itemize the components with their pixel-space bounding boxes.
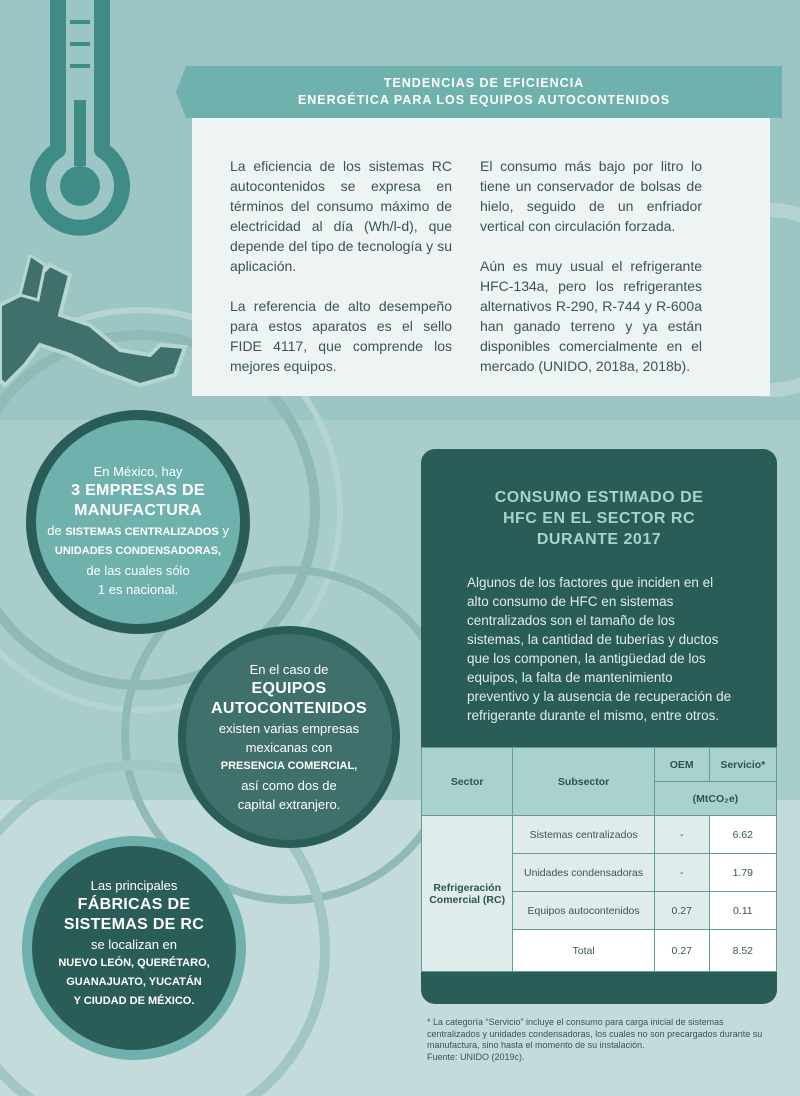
thermometer-icon: [20, 0, 140, 250]
table-cell: 0.11: [709, 892, 776, 930]
paragraph: Aún es muy usual el refrigerante HFC-134a, pero los refrigerantes alternativos R-290, R-744 y R-600a han ganado terreno y ya están disponibles comercialmente en el mercado (UNIDO, 2018a, 2018b).: [480, 258, 702, 374]
circle-caps: Y CIUDAD DE MÉXICO.: [73, 995, 195, 1007]
table-cell-sector: Refrigeración Comercial (RC): [422, 816, 513, 972]
circle-text: mexicanas con: [245, 740, 333, 755]
table-cell: 6.62: [709, 816, 776, 854]
left-column: [230, 156, 452, 396]
footnote: [427, 1017, 777, 1063]
table-header-subsector: Subsector: [513, 748, 655, 816]
circle-text: de las cuales sólo: [86, 563, 190, 578]
circle-highlight: SISTEMAS DE RC: [63, 916, 205, 933]
table-cell: 0.27: [654, 892, 709, 930]
circle-text: se localizan en: [91, 937, 177, 952]
circle-caps: NUEVO LEÓN, QUERÉTARO,: [58, 957, 210, 969]
section-title-line2: ENERGÉTICA PARA LOS EQUIPOS AUTOCONTENIDOS: [297, 93, 671, 107]
fact-circle-manufacturers: [26, 410, 250, 634]
table-header-units: (MtCO₂e): [654, 782, 776, 816]
card-text: Algunos de los factores que inciden en el alto consumo de HFC en sistemas centralizados son el tamaño de los sistemas, la cantidad de tuberías y ductos que los componen, la antigüedad de los equipos, la falta de mantenimiento preventivo y la ausencia de recuperación de refrigerante durante el mismo, entre otros.: [467, 575, 732, 723]
table-cell: 0.27: [654, 930, 709, 972]
paragraph: El consumo más bajo por litro lo tiene un conservador de bolsas de hielo, seguido de un enfriador vertical con circulación forzada.: [480, 158, 702, 234]
card-title: CONSUMO ESTIMADO DE HFC EN EL SECTOR RC DURANTE 2017: [494, 489, 704, 548]
table-cell: Equipos autocontenidos: [513, 892, 655, 930]
hfc-table: [421, 747, 777, 972]
footnote-text: * La categoría “Servicio” incluye el consumo para carga inicial de sistemas centralizados y unidades condensadoras, los cuales no son precargados durante su manufactura, sino hasta el momento de su instalación.: [427, 1017, 763, 1050]
table-cell: 8.52: [709, 930, 776, 972]
table-header-sector: Sector: [422, 748, 513, 816]
circle-highlight: MANUFACTURA: [74, 502, 202, 519]
circle-highlight: EQUIPOS: [251, 680, 327, 697]
circle-text: capital extranjero.: [237, 797, 341, 812]
right-column: [480, 156, 702, 396]
circle-text: existen varias empresas: [218, 721, 360, 736]
table-cell: 1.79: [709, 854, 776, 892]
circle-text: 1 es nacional.: [97, 582, 179, 597]
table-cell-total: Total: [513, 930, 655, 972]
circle-text: En México, hay: [93, 464, 183, 479]
circle-text: así como dos de: [241, 778, 337, 793]
table-cell: Unidades condensadoras: [513, 854, 655, 892]
circle-text: En el caso de: [249, 662, 329, 677]
circle-highlight: FÁBRICAS DE: [77, 896, 191, 913]
circle-caps: UNIDADES CONDENSADORAS,: [54, 545, 222, 557]
table-cell: -: [654, 816, 709, 854]
section-title: [186, 66, 782, 118]
table-cell: -: [654, 854, 709, 892]
footnote-source: Fuente: UNIDO (2019c).: [427, 1051, 525, 1062]
circle-highlight: 3 EMPRESAS DE: [71, 482, 205, 499]
fact-circle-autocontained: [178, 626, 400, 848]
circle-caps: GUANAJUATO, YUCATÁN: [66, 976, 202, 988]
paragraph: La eficiencia de los sistemas RC autocontenidos se expresa en términos del consumo máximo de electricidad al día (Wh/l-d), que depende del tipo de tecnología y su aplicación.: [230, 158, 452, 274]
table-cell: Sistemas centralizados: [513, 816, 655, 854]
table-header-servicio: Servicio*: [709, 748, 776, 782]
paragraph: La referencia de alto desempeño para estos aparatos es el sello FIDE 4117, que comprende los mejores equipos.: [230, 298, 452, 374]
table-header-oem: OEM: [654, 748, 709, 782]
text-panel: [192, 118, 770, 396]
circle-caps: PRESENCIA COMERCIAL,: [220, 760, 358, 772]
circle-text-line: de SISTEMAS CENTRALIZADOS y: [47, 523, 229, 538]
mexico-map-icon: [0, 255, 200, 395]
fact-circle-factories: [22, 836, 246, 1060]
section-title-line1: TENDENCIAS DE EFICIENCIA: [383, 76, 585, 90]
circle-text: Las principales: [90, 878, 178, 893]
circle-highlight: AUTOCONTENIDOS: [211, 700, 367, 717]
